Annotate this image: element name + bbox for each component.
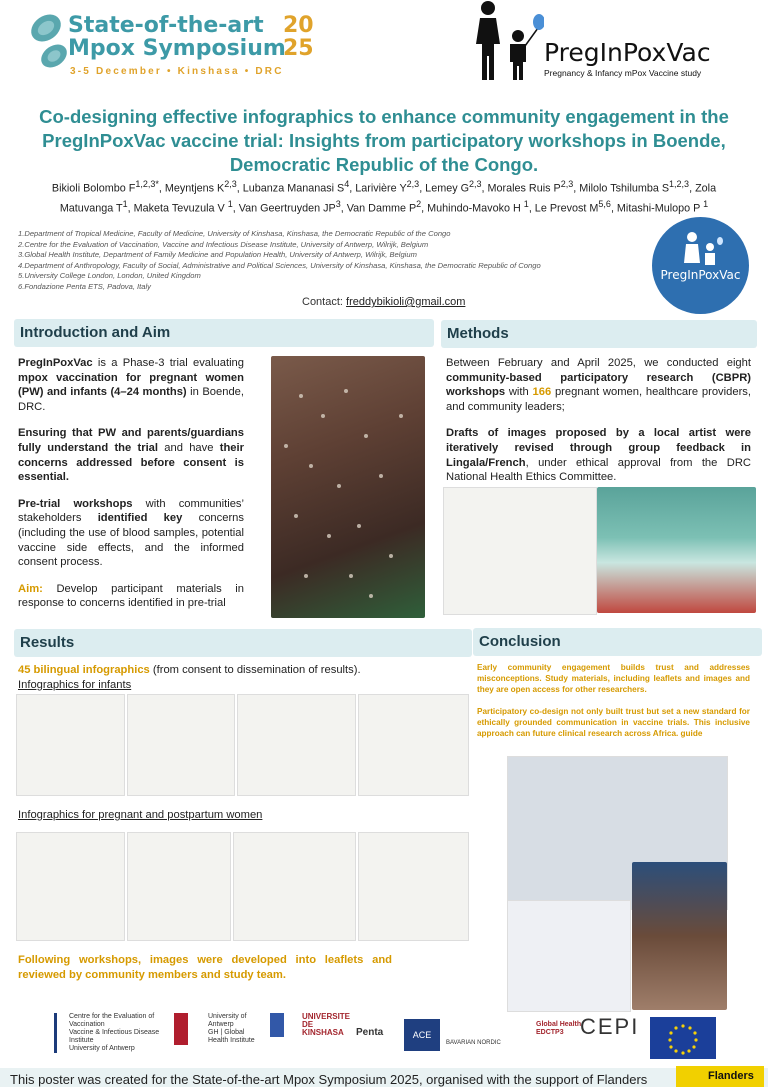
ua-logo: University of Antwerp GH | Global Health Institute (174, 1013, 262, 1045)
affiliations (18, 229, 648, 292)
affiliation: 3.Global Health Institute, Department of Family Medicine and Population Health, University of Antwerp, Wilrijk, Belgium (18, 250, 417, 259)
bavarian-logo: BAVARIAN NORDIC (446, 1040, 501, 1046)
results-count: 45 bilingual infographics (from consent to dissemination of results). (18, 664, 361, 676)
methods-text: Between February and April 2025, we conducted eight community-based participatory research (CBPR) workshops with 166 pregnant women, healthcare providers, and community leaders; Drafts of images proposed by a local artist were iteratively revised through group feedback in Lingala/French, under ethical approval from the DRC National Health Ethics Committee. (446, 357, 751, 484)
conclusion-text: Early community engagement builds trust and addresses misconceptions. Study materials, including leaflets and images and they are open access for other researchers. Participatory co-design not only built trust but set a new standard for ethically grounded communication in vaccine trials. This inclusive approach can future clinical research across Africa. guide (477, 663, 750, 738)
affiliation: 1.Department of Tropical Medicine, Faculty of Medicine, University of Kinshasa, Kinshasa, the Democratic Republic of the Congo (18, 229, 451, 238)
method-illustration (443, 487, 597, 615)
study-name: PregInPoxVac (544, 38, 711, 67)
pregnant-infographic (233, 832, 356, 941)
affiliation: 2.Centre for the Evaluation of Vaccination, Vaccine and Infectious Disease Institute, University of Antwerp, Wilrijk, Belgium (18, 239, 429, 249)
unikin-logo: UNIVERSITE DE KINSHASA (270, 1013, 348, 1037)
ace-logo: ACE (404, 1019, 440, 1051)
cev-logo: Centre for the Evaluation of Vaccination Vaccine & Infectious Disease Institute University of Antwerp (54, 1013, 174, 1053)
intro-heading: Introduction and Aim (14, 319, 434, 347)
infant-infographic (16, 694, 125, 796)
cepi-logo: CEPI (580, 1014, 640, 1039)
infants-label: Infographics for infants (18, 679, 132, 691)
family-icon (472, 0, 544, 82)
results-closing: Following workshops, images were developed into leaflets and reviewed by community members and study team. (18, 954, 392, 981)
affiliation: 6.Fondazione Penta ETS, Padova, Italy (18, 281, 151, 291)
footer-text: This poster was created for the State-of-the-art Mpox Symposium 2025, organised with the support of Flanders (10, 1072, 648, 1087)
infant-infographic (358, 694, 469, 796)
badge-label: PregInPoxVac (660, 268, 741, 282)
affiliation: 5.University College London, London, United Kingdom (18, 271, 201, 280)
pregnant-label: Infographics for pregnant and postpartum women (18, 809, 263, 821)
symposium-title: State-of-the-art Mpox Symposium (68, 13, 286, 61)
contact: Contact: freddybikioli@gmail.com (302, 296, 466, 308)
edctp-logo: Global Health EDCTP3 (536, 1021, 582, 1036)
affiliation: 4.Department of Anthropology, Faculty of Social, Administrative and Political Sciences, University of Kinshasa, Kinshasa, the Democratic Republic of Congo (18, 260, 541, 270)
virus-icon (24, 6, 72, 78)
eu-stars-icon (650, 1017, 716, 1059)
study-subtitle: Pregnancy & Infancy mPox Vaccine study (544, 68, 702, 78)
child-photo (632, 862, 727, 1010)
pregnant-infographic (16, 832, 125, 941)
conclusion-heading: Conclusion (473, 628, 762, 656)
leaflet-photo (507, 900, 631, 1012)
contact-email[interactable]: freddybikioli@gmail.com (346, 296, 466, 308)
infant-infographic (127, 694, 235, 796)
intro-text: PregInPoxVac is a Phase-3 trial evaluating mpox vaccination for pregnant women (PW) and infants (4–24 months) in Boende, DRC. Ensuring that PW and parents/guardians fully understand the trial and have their concerns addressed before consent is essential. Pre-trial workshops with communities’ stakeholders identified key concerns (including the use of blood samples, potential vaccine side effects, and the informed consent process. Aim: Develop participant materials in response to concerns identified in pre-trial (18, 357, 245, 610)
eu-flag (650, 1017, 716, 1059)
skin-lesions (271, 356, 425, 618)
penta-logo: Penta (356, 1027, 384, 1038)
poster-title: Co-designing effective infographics to enhance community engagement in the PregInPoxVac vaccine trial: Insights from participatory workshops in Boende, Democratic Republic of the Congo. (39, 106, 729, 175)
symposium-year: 20 25 (283, 13, 314, 61)
mpox-photo (271, 356, 425, 618)
flanders-label: Flanders (708, 1070, 754, 1082)
pregnant-infographic (358, 832, 469, 941)
partner-logos (44, 1013, 724, 1061)
symposium-date: 3-5 December • Kinshasa • DRC (70, 66, 284, 77)
workshop-photo (597, 487, 756, 613)
pregnant-infographic (127, 832, 231, 941)
study-badge (652, 217, 749, 314)
methods-heading: Methods (441, 320, 757, 348)
results-heading: Results (14, 629, 472, 657)
infant-infographic (237, 694, 356, 796)
authors: Bikioli Bolombo $F^{1,2,3*}$, Meyntjens K$^{2,3}$, Lubanza Mananasi $S^4$, Larivière Y$^{2,3}$, Lemey G$^{2,3}$, Morales Ruis P$^{2,3}$, Milolo Tshilumba S$^{1,2,3}$, Zola Matuvanga $T^1$, Maketa Tevuzula V $^1$, Van Geertruyden $JP^3$, Van Damme $P^2$, Muhindo-Mavoko H $^1$, Le Prevost M$^{5,6}$, Mitashi-Mulopo P $^1$ (51, 179, 717, 215)
